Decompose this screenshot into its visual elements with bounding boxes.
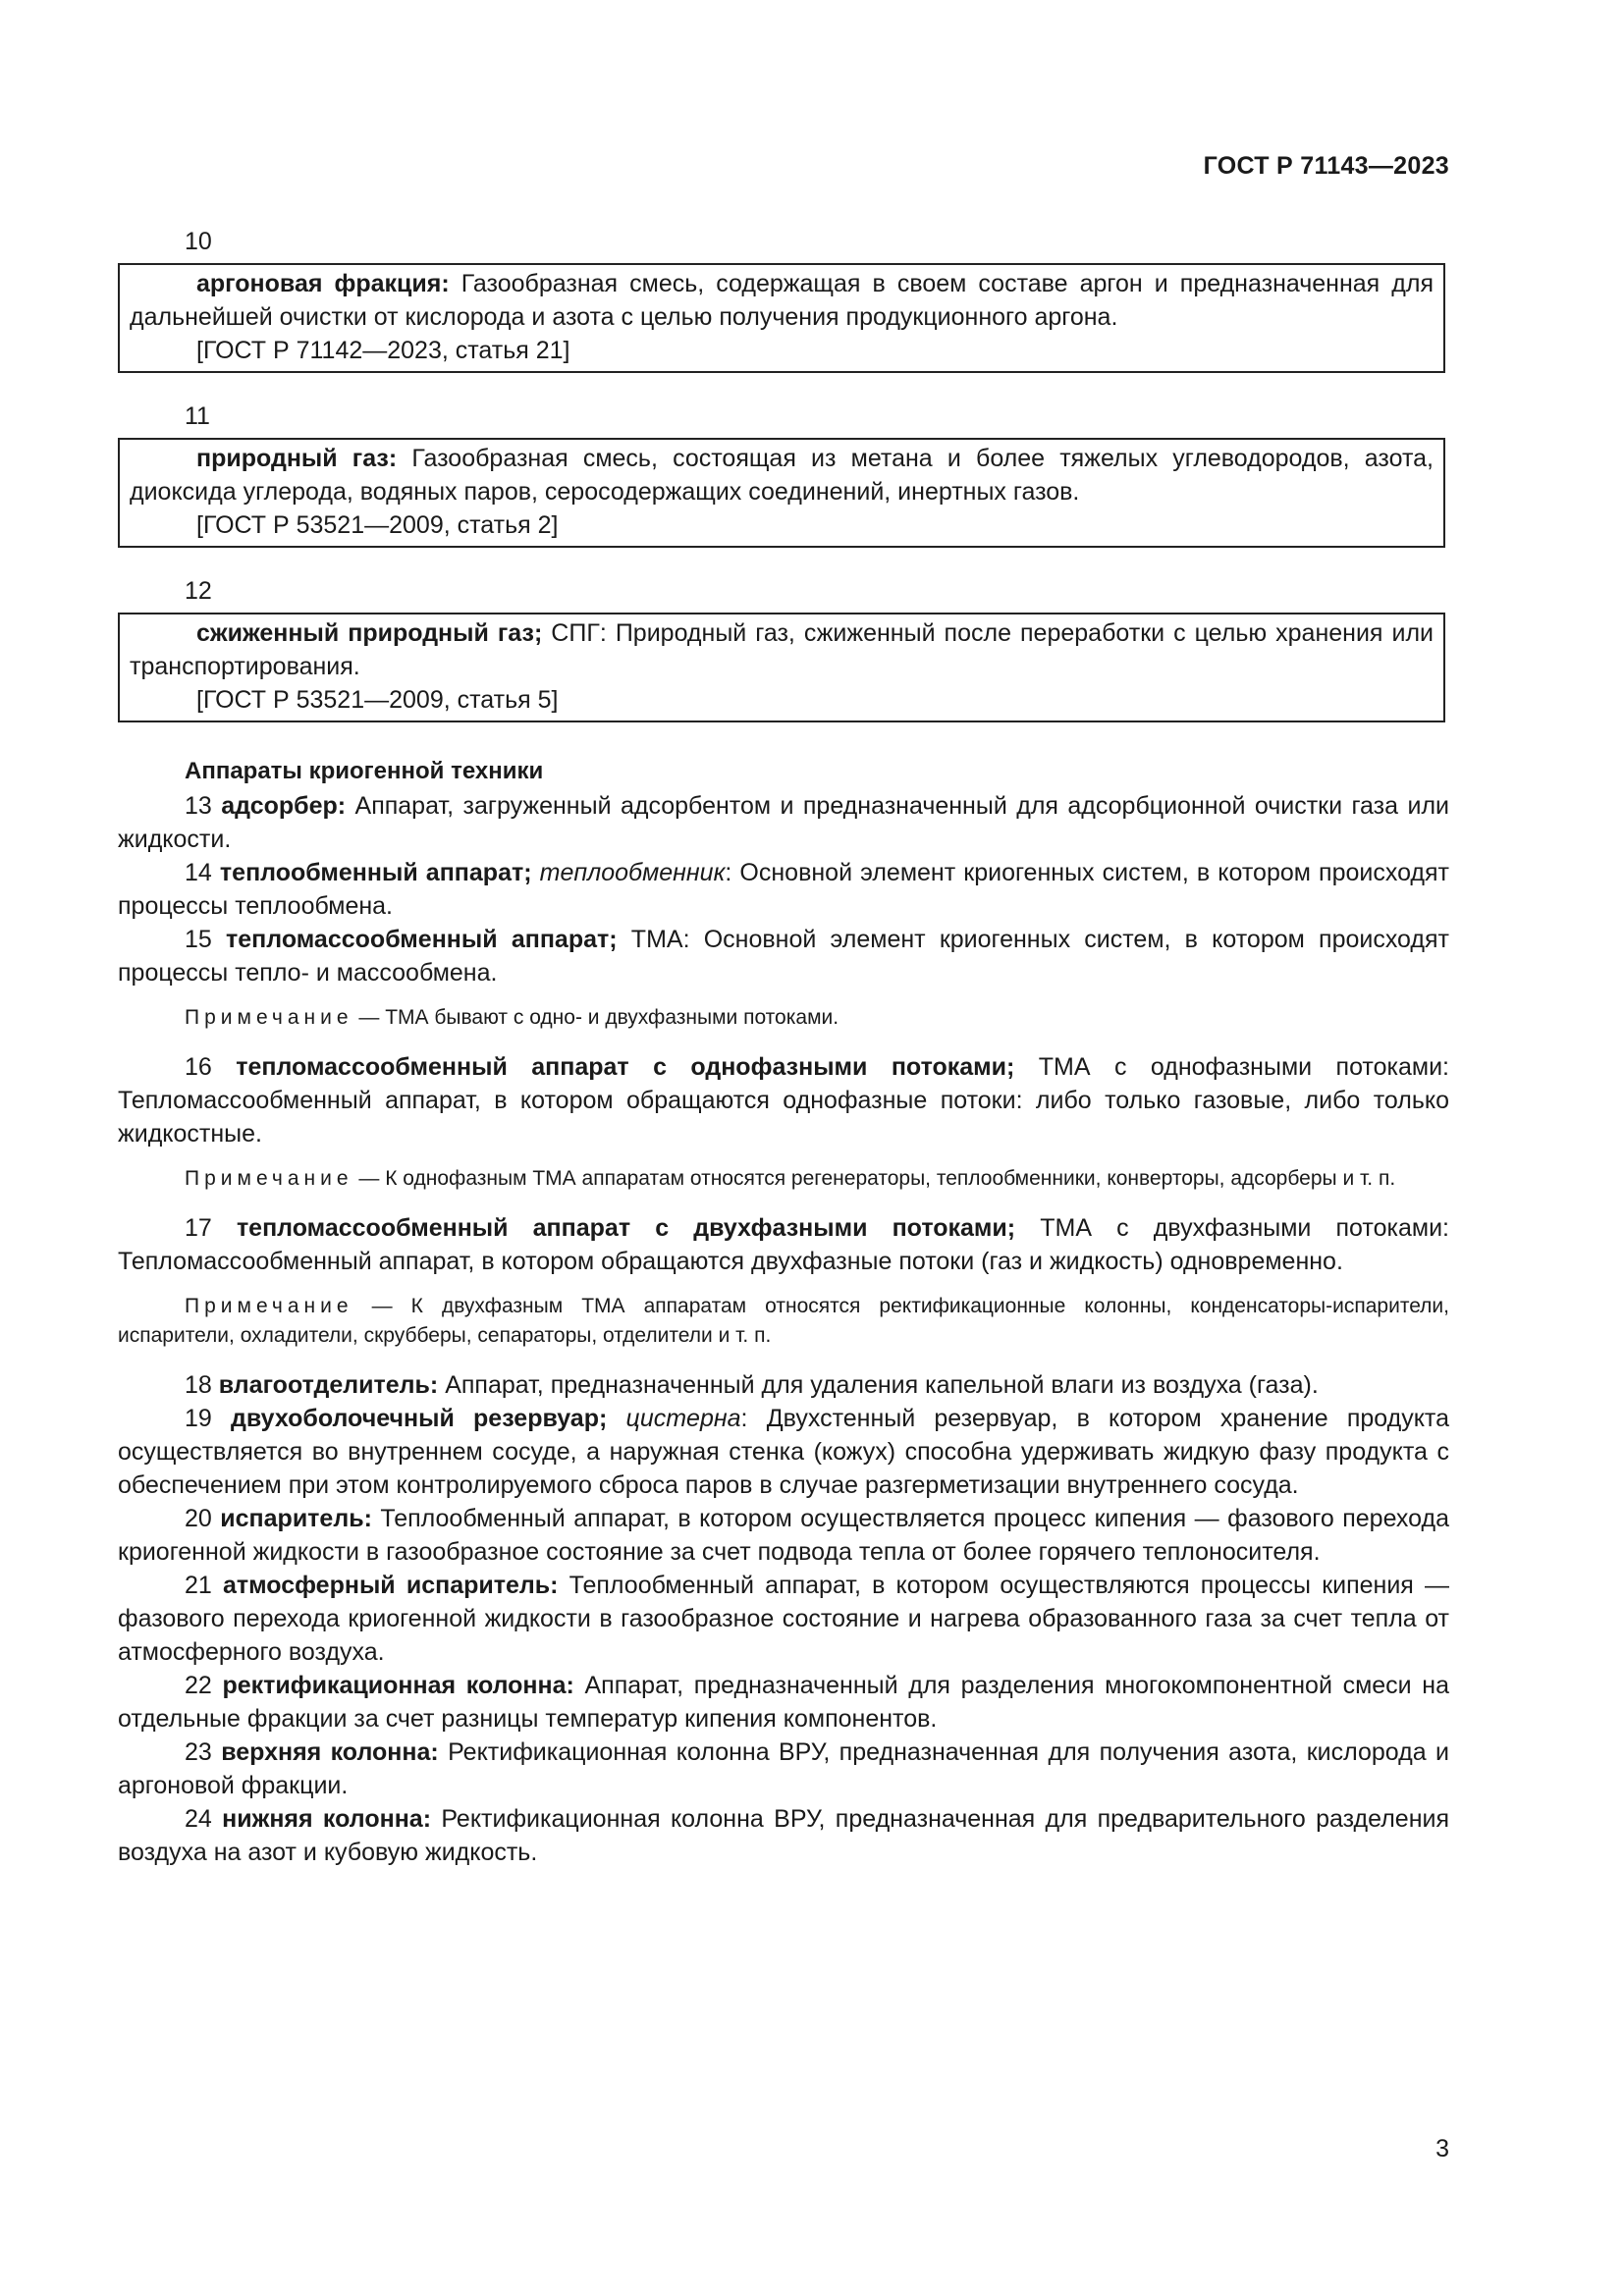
term-list xyxy=(118,789,1449,1869)
entry-text: Газообразная смесь, содержащая в своем составе аргон и предназначенная для дальнейшей очистки от кислорода и азота с целью получения продукционного аргона. xyxy=(130,270,1434,331)
term-entry: 20 испаритель: Теплообменный аппарат, в котором осуществляется процесс кипения — фазового перехода криогенной жидкости в газообразное состояние за счет подвода тепла от более горячего теплоносителя. xyxy=(118,1505,1449,1566)
term-entry: 17 тепломассообменный аппарат с двухфазными потоками; ТМА с двухфазными потоками: Тепломассообменный аппарат, в котором обращаются двухфазные потоки (газ и жидкость) одновременно. xyxy=(118,1214,1449,1275)
entry-term: атмосферный испаритель: xyxy=(222,1572,559,1599)
note: Примечание — ТМА бывают с одно- и двухфазными потоками. xyxy=(185,1006,839,1029)
entry-term: тепломассообменный аппарат с однофазными потоками; xyxy=(236,1053,1015,1081)
note-label: Примечание xyxy=(185,1006,353,1029)
note: Примечание — К двухфазным ТМА аппаратам относятся ректификационные колонны, конденсаторы-испарители, испарители, охладители, скрубберы, сепараторы, отделители и т. п. xyxy=(118,1295,1449,1347)
entry-term: верхняя колонна: xyxy=(221,1738,439,1766)
entry-term: тепломассообменный аппарат с двухфазными потоками; xyxy=(236,1214,1016,1242)
entry-term: адсорбер: xyxy=(221,792,347,820)
note: Примечание — К однофазным ТМА аппаратам относятся регенераторы, теплообменники, конверторы, адсорберы и т. п. xyxy=(185,1167,1396,1190)
entry-term: природный газ: xyxy=(196,445,398,472)
entry-definition xyxy=(130,267,1434,334)
entry-term: нижняя колонна: xyxy=(222,1805,432,1833)
entry-term: тепломассообменный аппарат; xyxy=(226,926,618,953)
term-entry: 22 ректификационная колонна: Аппарат, предназначенный для разделения многокомпонентной смеси на отдельные фракции за счет разницы температур кипения компонентов. xyxy=(118,1672,1449,1733)
entry-number: 10 xyxy=(185,228,212,255)
entry-text: Газообразная смесь, состоящая из метана и более тяжелых углеводородов, азота, диоксида углерода, водяных паров, серосодержащих соединений, инертных газов. xyxy=(130,445,1434,506)
boxed-entry xyxy=(118,263,1445,373)
term-entry: 19 двухоболочечный резервуар; цистерна: Двухстенный резервуар, в котором хранение продукта осуществляется во внутреннем сосуде, а наружная стенка (кожух) способна удерживать жидкую фазу продукта с обеспечением при этом контролируемого сброса паров в случае разгерметизации внутреннего сосуда. xyxy=(118,1405,1449,1499)
page-number: 3 xyxy=(1435,2135,1449,2163)
term-entry: 16 тепломассообменный аппарат с однофазными потоками; ТМА с однофазными потоками: Тепломассообменный аппарат, в котором обращаются однофазные потоки: либо только газовые, либо только жидкостные. xyxy=(118,1053,1449,1148)
term-entry: 13 адсорбер: Аппарат, загруженный адсорбентом и предназначенный для адсорбционной очистки газа или жидкости. xyxy=(118,792,1449,853)
term-entry: 15 тепломассообменный аппарат; ТМА: Основной элемент криогенных систем, в котором происходят процессы тепло- и массообмена. xyxy=(118,926,1449,987)
entry-text: СПГ: Природный газ, сжиженный после переработки с целью хранения или транспортирования. xyxy=(130,619,1434,680)
entry-synonym: теплообменник xyxy=(531,859,726,886)
section-title: Аппараты криогенной техники xyxy=(185,758,544,784)
document-id: ГОСТ Р 71143—2023 xyxy=(1203,152,1449,180)
term-entry: 23 верхняя колонна: Ректификационная колонна ВРУ, предназначенная для получения азота, кислорода и аргоновой фракции. xyxy=(118,1738,1449,1799)
entry-term: аргоновая фракция: xyxy=(196,270,450,297)
entry-number: 12 xyxy=(185,577,212,605)
entry-number: 11 xyxy=(185,402,210,430)
note-label: Примечание xyxy=(185,1167,353,1190)
entry-term: двухоболочечный резервуар; xyxy=(231,1405,608,1432)
entry-source: [ГОСТ Р 71142—2023, статья 21] xyxy=(196,337,570,364)
entry-definition xyxy=(130,616,1434,683)
term-entry: 21 атмосферный испаритель: Теплообменный аппарат, в котором осуществляются процессы кипения — фазового перехода криогенной жидкости в газообразное состояние и нагрева образованного газа за счет тепла от атмосферного воздуха. xyxy=(118,1572,1449,1666)
note-label: Примечание xyxy=(185,1295,353,1317)
term-entry: 18 влагоотделитель: Аппарат, предназначенный для удаления капельной влаги из воздуха (газа). xyxy=(185,1371,1319,1399)
entry-definition xyxy=(130,442,1434,508)
entry-synonym: цистерна xyxy=(607,1405,741,1432)
entry-term: влагоотделитель: xyxy=(218,1371,439,1399)
term-entry: 24 нижняя колонна: Ректификационная колонна ВРУ, предназначенная для предварительного разделения воздуха на азот и кубовую жидкость. xyxy=(118,1805,1449,1866)
boxed-entry xyxy=(118,613,1445,722)
entry-term: теплообменный аппарат; xyxy=(219,859,532,886)
entry-source: [ГОСТ Р 53521—2009, статья 5] xyxy=(196,686,559,714)
term-entry: 14 теплообменный аппарат; теплообменник: Основной элемент криогенных систем, в котором происходят процессы теплообмена. xyxy=(118,859,1449,920)
entry-term: сжиженный природный газ; xyxy=(196,619,543,647)
entry-term: ректификационная колонна: xyxy=(222,1672,574,1699)
entry-source: [ГОСТ Р 53521—2009, статья 2] xyxy=(196,511,559,539)
entry-term: испаритель: xyxy=(220,1505,372,1532)
boxed-entry xyxy=(118,438,1445,548)
